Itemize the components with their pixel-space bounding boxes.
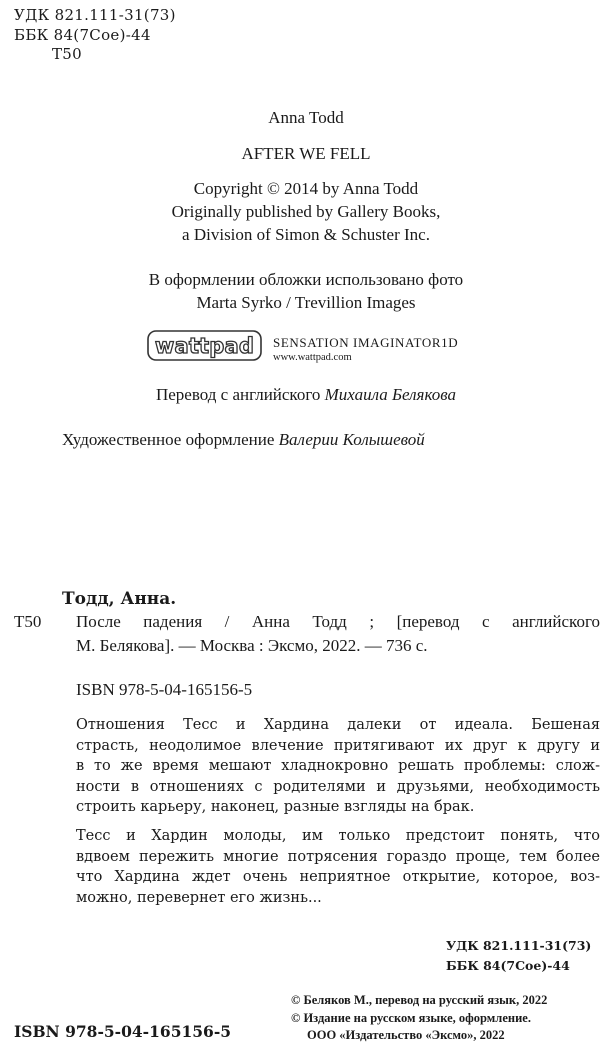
annotation-line: Тесс и Хардин молоды, им только предстоит понять, что [76,828,600,844]
translation-prefix: Перевод с английского [155,385,321,404]
annotation-line: вдвоем пережить многие потрясения гораздо проще, тем более [76,848,600,865]
wattpad-sensation: SENSATION IMAGINATOR1D [273,335,459,350]
classification-block [14,6,176,65]
artist-name: Валерии Колышевой [278,430,425,449]
udk-code: УДК 821.111-31(73) [14,6,176,24]
annotation-paragraph-2 [76,826,600,908]
annotation-line: что Хардина ждет очень неприятное открытие, которое, воз- [76,869,600,885]
annotation-line: страсть, неодолимое влечение притягивают их друг к другу и [76,737,600,754]
author-mark: Т50 [52,45,82,63]
art-credit [62,430,425,450]
annotation-line: Отношения Тесс и Хардина далеки от идеала. Бешеная [76,717,600,733]
annotation-paragraph-1 [76,715,600,818]
cover-photo-line-1: В оформлении обложки использовано фото [148,270,464,289]
original-author: Anna Todd [268,108,344,127]
annotation-line: можно, перевернет его жизнь... [76,889,322,906]
art-prefix: Художественное оформление [62,430,275,449]
bottom-udk-code: УДК 821.111-31(73) [446,938,592,953]
bottom-isbn: ISBN 978-5-04-165156-5 [14,1022,232,1041]
cover-photo-line-2: Marta Syrko / Trevillion Images [196,293,416,312]
bottom-classification [446,936,591,976]
original-title: AFTER WE FELL [241,144,371,163]
publisher-line-1: Originally published by Gallery Books, [171,202,441,221]
wattpad-logo [147,330,262,361]
catalog-desc-line-1: После падения / Анна Тодд ; [перевод с английского [76,612,600,631]
translation-credit [0,385,612,405]
copyright-line: Copyright © 2014 by Anna Todd [193,179,419,198]
catalog-desc-line-2: М. Белякова]. — Москва : Эксмо, 2022. — 736 с. [76,636,428,655]
bbk-code: ББК 84(7Сое)-44 [14,25,151,44]
translator-name: Михаила Белякова [324,385,457,404]
copyright-translation: © Беляков М., перевод на русский язык, 2022 [291,993,548,1007]
annotation-line: в то же время мешают хладнокровно решать проблемы: слож- [76,758,600,774]
annotation-line: ности в отношениях с родителями и друзьями, необходимость [76,778,600,795]
catalog-mark: Т50 [14,612,42,631]
annotation-line: строить карьеру, наконец, разные взгляды на брак. [76,799,475,815]
catalog-heading: Тодд, Анна. [62,589,177,609]
copyright-edition: © Издание на русском языке, оформление. [291,1010,531,1025]
wattpad-url: www.wattpad.com [273,352,352,363]
bottom-bbk-code: ББК 84(7Сое)-44 [446,958,570,973]
wattpad-logo-text: wattpad [154,334,255,358]
copyright-publisher: ООО «Издательство «Эксмо», 2022 [307,1028,505,1042]
publisher-line-2: a Division of Simon & Schuster Inc. [182,225,430,244]
catalog-isbn: ISBN 978-5-04-165156-5 [76,680,253,699]
copyright-notices [291,992,547,1045]
